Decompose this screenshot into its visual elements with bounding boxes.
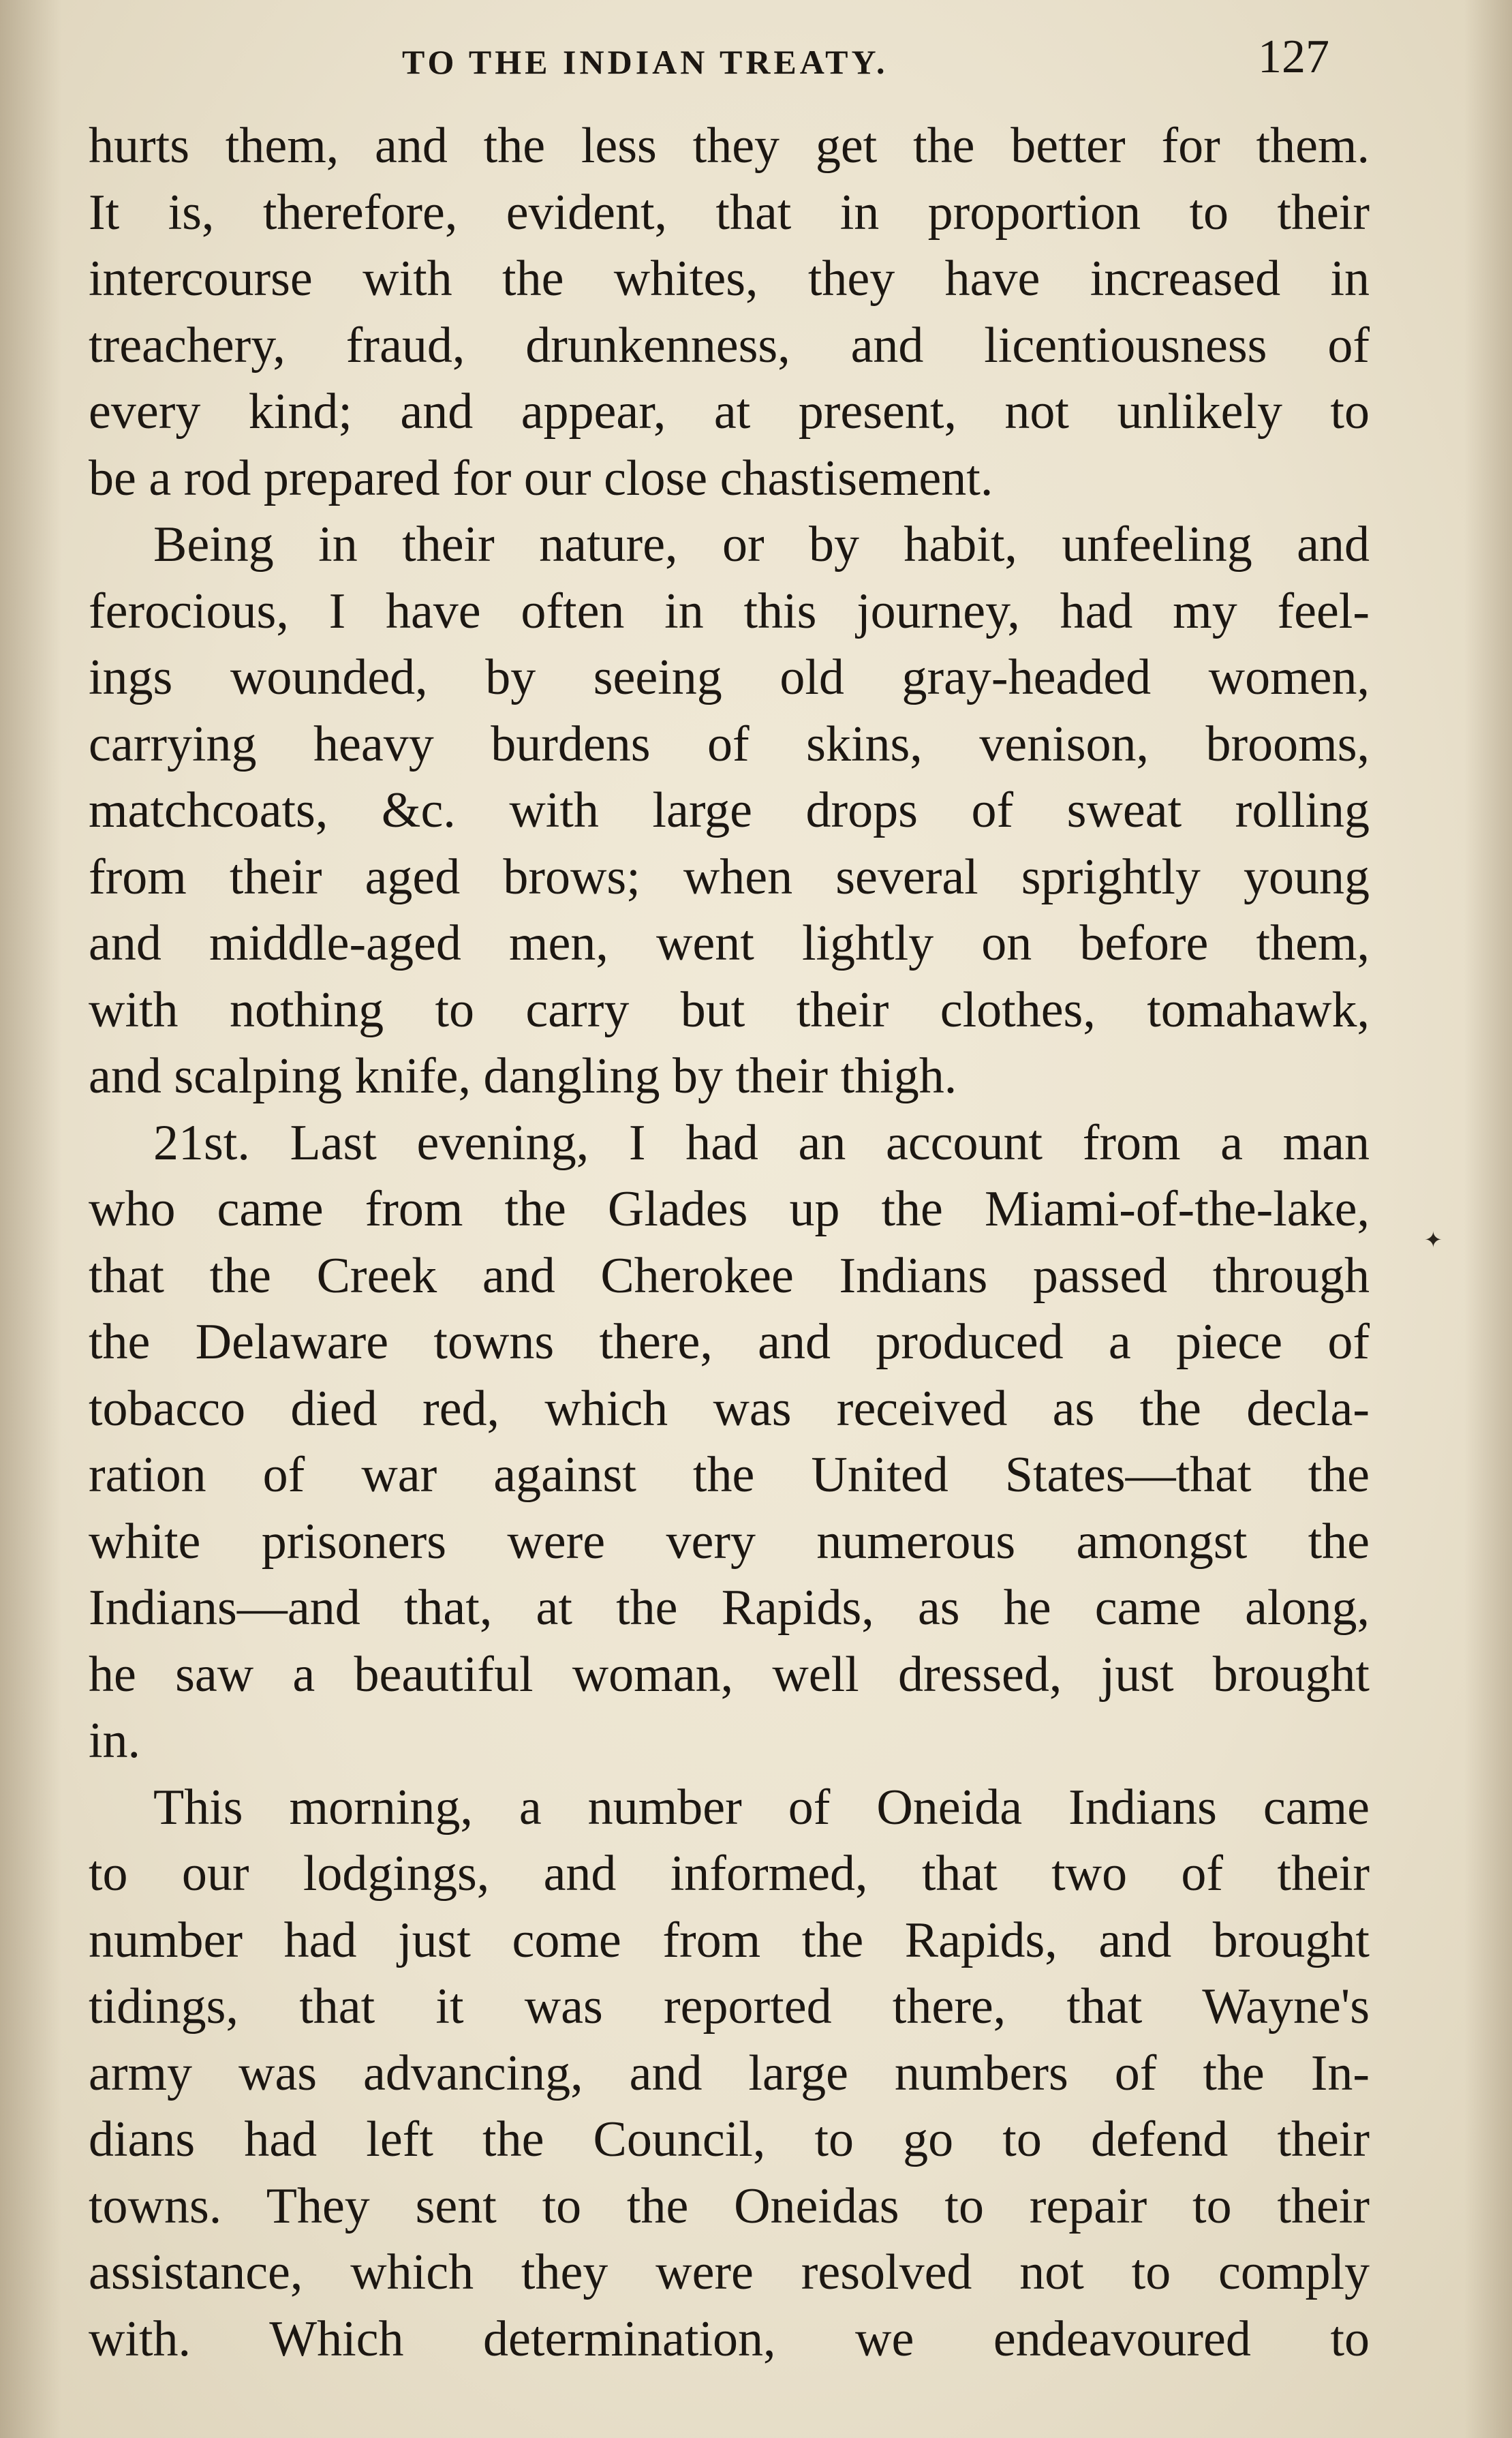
- text-line: from their aged brows; when several sprightly young: [89, 849, 1370, 905]
- text-line: tobacco died red, which was received as the decla-: [89, 1380, 1370, 1437]
- text-line: carrying heavy burdens of skins, venison, brooms,: [89, 716, 1370, 772]
- text-line: hurts them, and the less they get the better for them.: [89, 118, 1370, 174]
- text-line: Being in their nature, or by habit, unfeeling and: [153, 517, 1370, 573]
- text-line: ferocious, I have often in this journey, had my feel-: [89, 583, 1370, 639]
- text-line: number had just come from the Rapids, and brought: [89, 1912, 1370, 1968]
- page-number: 127: [1258, 31, 1329, 83]
- text-line: tidings, that it was reported there, that Wayne's: [89, 1979, 1370, 2035]
- text-line: matchcoats, &c. with large drops of sweat rolling: [89, 782, 1370, 838]
- text-line: intercourse with the whites, they have increased in: [89, 251, 1370, 307]
- text-line: in.: [89, 1713, 141, 1769]
- text-line: dians had left the Council, to go to defend their: [89, 2112, 1370, 2167]
- text-line: Indians—and that, at the Rapids, as he came along,: [89, 1580, 1370, 1636]
- text-line: be a rod prepared for our close chastisement.: [89, 450, 993, 506]
- text-line: with. Which determination, we endeavoured to: [89, 2311, 1370, 2367]
- text-line: to our lodgings, and informed, that two of their: [89, 1846, 1370, 1902]
- text-line: This morning, a number of Oneida Indians came: [153, 1779, 1370, 1835]
- text-line: 21st. Last evening, I had an account from a man: [153, 1114, 1370, 1171]
- text-line: every kind; and appear, at present, not unlikely to: [89, 384, 1370, 440]
- text-line: army was advancing, and large numbers of the In-: [89, 2045, 1370, 2101]
- text-line: who came from the Glades up the Miami-of-the-lake,: [89, 1181, 1370, 1237]
- text-line: and scalping knife, dangling by their thigh.: [89, 1048, 957, 1104]
- text-line: that the Creek and Cherokee Indians passed through: [89, 1247, 1370, 1304]
- body-text: [89, 113, 1370, 2373]
- text-line: white prisoners were very numerous amongst the: [89, 1513, 1370, 1570]
- running-head: TO THE INDIAN TREATY.: [402, 43, 889, 81]
- text-line: It is, therefore, evident, that in proportion to their: [89, 184, 1370, 241]
- text-line: treachery, fraud, drunkenness, and licentiousness of: [89, 317, 1370, 374]
- margin-mark-icon: ✦: [1424, 1227, 1442, 1253]
- text-line: ration of war against the United States—that the: [89, 1447, 1370, 1503]
- text-line: and middle-aged men, went lightly on before them,: [89, 915, 1370, 971]
- text-line: the Delaware towns there, and produced a piece of: [89, 1314, 1370, 1370]
- text-line: assistance, which they were resolved not to comply: [89, 2244, 1370, 2300]
- text-line: he saw a beautiful woman, well dressed, just brought: [89, 1646, 1370, 1703]
- text-line: towns. They sent to the Oneidas to repair to their: [89, 2178, 1370, 2234]
- text-line: with nothing to carry but their clothes, tomahawk,: [89, 981, 1370, 1038]
- text-line: ings wounded, by seeing old gray-headed women,: [89, 650, 1370, 705]
